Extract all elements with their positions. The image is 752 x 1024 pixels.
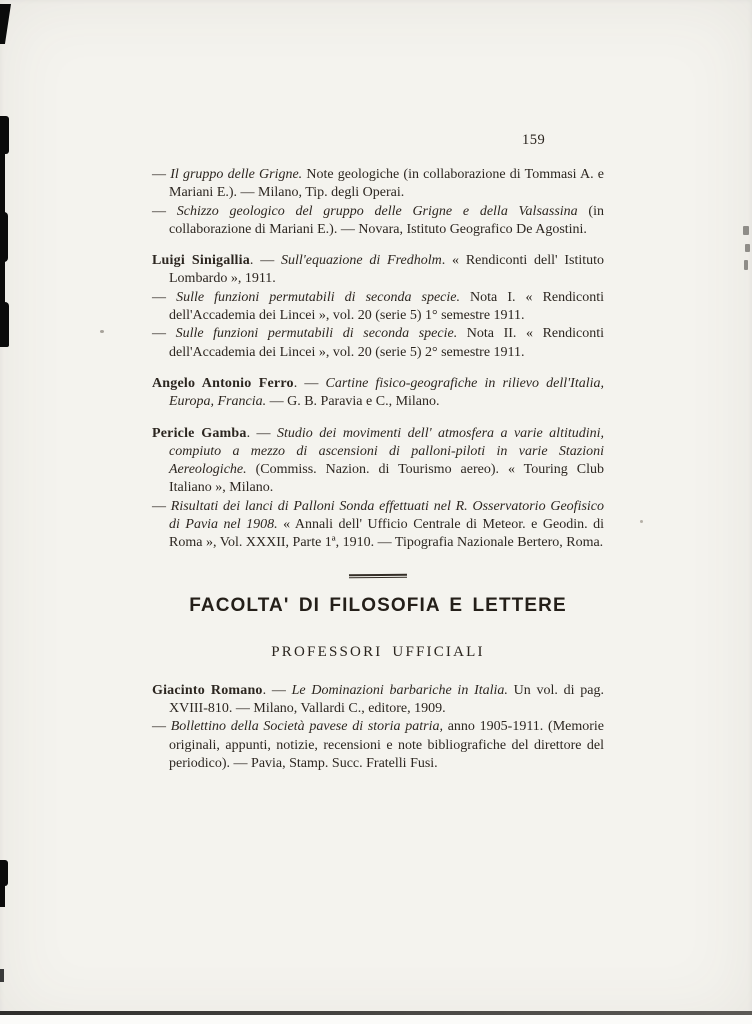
bibliography-entry bbox=[152, 325, 604, 362]
bibliography-entry bbox=[152, 682, 604, 719]
page-bottom-margin bbox=[0, 1015, 752, 1024]
entry-text-plain: Nota II. « Rendiconti dell'Accademia dei Lincei », vol. 20 (serie 5) 2° semestre 1911. bbox=[169, 326, 605, 360]
bibliography-entry bbox=[152, 425, 604, 498]
entry-text-bold: Angelo Antonio Ferro bbox=[152, 375, 294, 391]
entry-text-bold: Pericle Gamba bbox=[152, 425, 247, 441]
entry-text-plain: (in collaborazione di Mariani E.). — Novara, Istituto Geografico De Agostini. bbox=[169, 203, 604, 237]
entry-text-plain: anno 1905-1911. (Memorie originali, appunti, notizie, recensioni e note bibliografiche del direttore del periodico). — Pavia, Stamp. Succ. Fratelli Fusi. bbox=[169, 719, 605, 771]
subsection-heading: PROFESSORI UFFICIALI bbox=[271, 643, 485, 660]
entry-text-plain: — bbox=[152, 289, 177, 305]
entry-text-italic: Il gruppo delle Grigne. bbox=[170, 167, 303, 182]
bibliography-entry bbox=[152, 375, 604, 412]
entry-text-italic: Sulle funzioni permutabili di seconda specie. bbox=[176, 289, 460, 305]
entry-text-plain: . — bbox=[262, 682, 292, 698]
entry-text-italic: Cartine fisico-geografiche in rilievo dell'Italia, Europa, Francia. bbox=[169, 375, 604, 410]
binding-mark-left bbox=[0, 153, 5, 213]
entry-text-plain: . — bbox=[293, 375, 326, 391]
entry-text-plain: — bbox=[152, 326, 176, 342]
entry-text-italic: Sulle funzioni permutabili di seconda specie. bbox=[175, 326, 458, 342]
bibliography-entry bbox=[152, 498, 604, 553]
scan-speck bbox=[640, 520, 643, 523]
scan-speck bbox=[100, 330, 104, 333]
entry-text-plain: Nota I. « Rendiconti dell'Accademia dei Lincei », vol. 20 (serie 5) 1° semestre 1911. bbox=[169, 289, 605, 324]
binding-mark-left-lower bbox=[0, 860, 8, 886]
entry-text-plain: — bbox=[152, 719, 171, 735]
scan-speck bbox=[744, 260, 748, 270]
entry-text-italic: Bollettino della Società pavese di storia patria, bbox=[170, 719, 443, 735]
page-number: 159 bbox=[522, 132, 546, 148]
entry-text-plain: — G. B. Paravia e C., Milano. bbox=[266, 394, 440, 410]
entry-text-italic: Studio dei movimenti dell' atmosfera a varie altitudini, compiuto a mezzo di ascensioni di palloni-piloti in varie Stazioni Aereologiche. bbox=[169, 425, 605, 478]
section-divider bbox=[349, 573, 407, 578]
bibliography-entry bbox=[152, 289, 604, 326]
faculty-section-heading: FACOLTA' DI FILOSOFIA E LETTERE bbox=[189, 594, 567, 616]
entry-text-plain: « Annali dell' Ufficio Centrale di Meteor. e Geodin. di Roma », Vol. XXXII, Parte 1ª, 1910. — Tipografia Nazionale Bertero, Roma. bbox=[169, 517, 604, 551]
entry-text-plain: Un vol. di pag. XVIII-810. — Milano, Vallardi C., editore, 1909. bbox=[169, 682, 604, 716]
entry-text-italic: Risultati dei lanci di Palloni Sonda effettuati nel R. Osservatorio Geofisico di Pavia nel 1908. bbox=[169, 498, 605, 533]
bibliography-entry bbox=[152, 203, 604, 240]
entry-text-plain: (Commiss. Nazion. di Tourismo aereo). « Touring Club Italiano », Milano. bbox=[169, 462, 604, 496]
binding-mark-left bbox=[0, 116, 9, 154]
entry-text-italic: Sull'equazione di Fredholm bbox=[281, 253, 442, 269]
entry-text-plain: Note geologiche (in collaborazione di Tommasi A. e Mariani E.). — Milano, Tip. degli Operai. bbox=[169, 167, 604, 201]
entry-text-italic: Schizzo geologico del gruppo delle Grigne e della Valsassina bbox=[176, 203, 578, 219]
page-text-block bbox=[152, 166, 604, 773]
bibliography-entry bbox=[152, 252, 604, 289]
bibliography-entry bbox=[152, 718, 604, 773]
entry-text-italic: Le Dominazioni barbariche in Italia. bbox=[291, 682, 508, 698]
binding-mark-left bbox=[0, 302, 9, 347]
binding-mark-left bbox=[0, 261, 5, 303]
bibliography-entry bbox=[152, 166, 604, 203]
scan-speck bbox=[743, 226, 749, 235]
entry-text-bold: Giacinto Romano bbox=[152, 682, 263, 698]
entry-text-bold: Luigi Sinigallia bbox=[152, 253, 250, 269]
entry-text-plain: . « Rendiconti dell' Istituto Lombardo », 1911. bbox=[169, 253, 605, 287]
entry-text-plain: — bbox=[152, 498, 171, 514]
binding-mark-top bbox=[0, 4, 11, 44]
scan-speck bbox=[745, 244, 750, 252]
binding-mark-left-lower bbox=[0, 885, 5, 907]
entry-text-plain: . — bbox=[249, 253, 282, 269]
entry-text-plain: — bbox=[152, 167, 171, 182]
binding-mark-left-bottom bbox=[0, 969, 4, 982]
entry-text-plain: . — bbox=[246, 425, 278, 441]
binding-mark-left bbox=[0, 212, 8, 262]
entry-text-plain: — bbox=[152, 203, 177, 219]
